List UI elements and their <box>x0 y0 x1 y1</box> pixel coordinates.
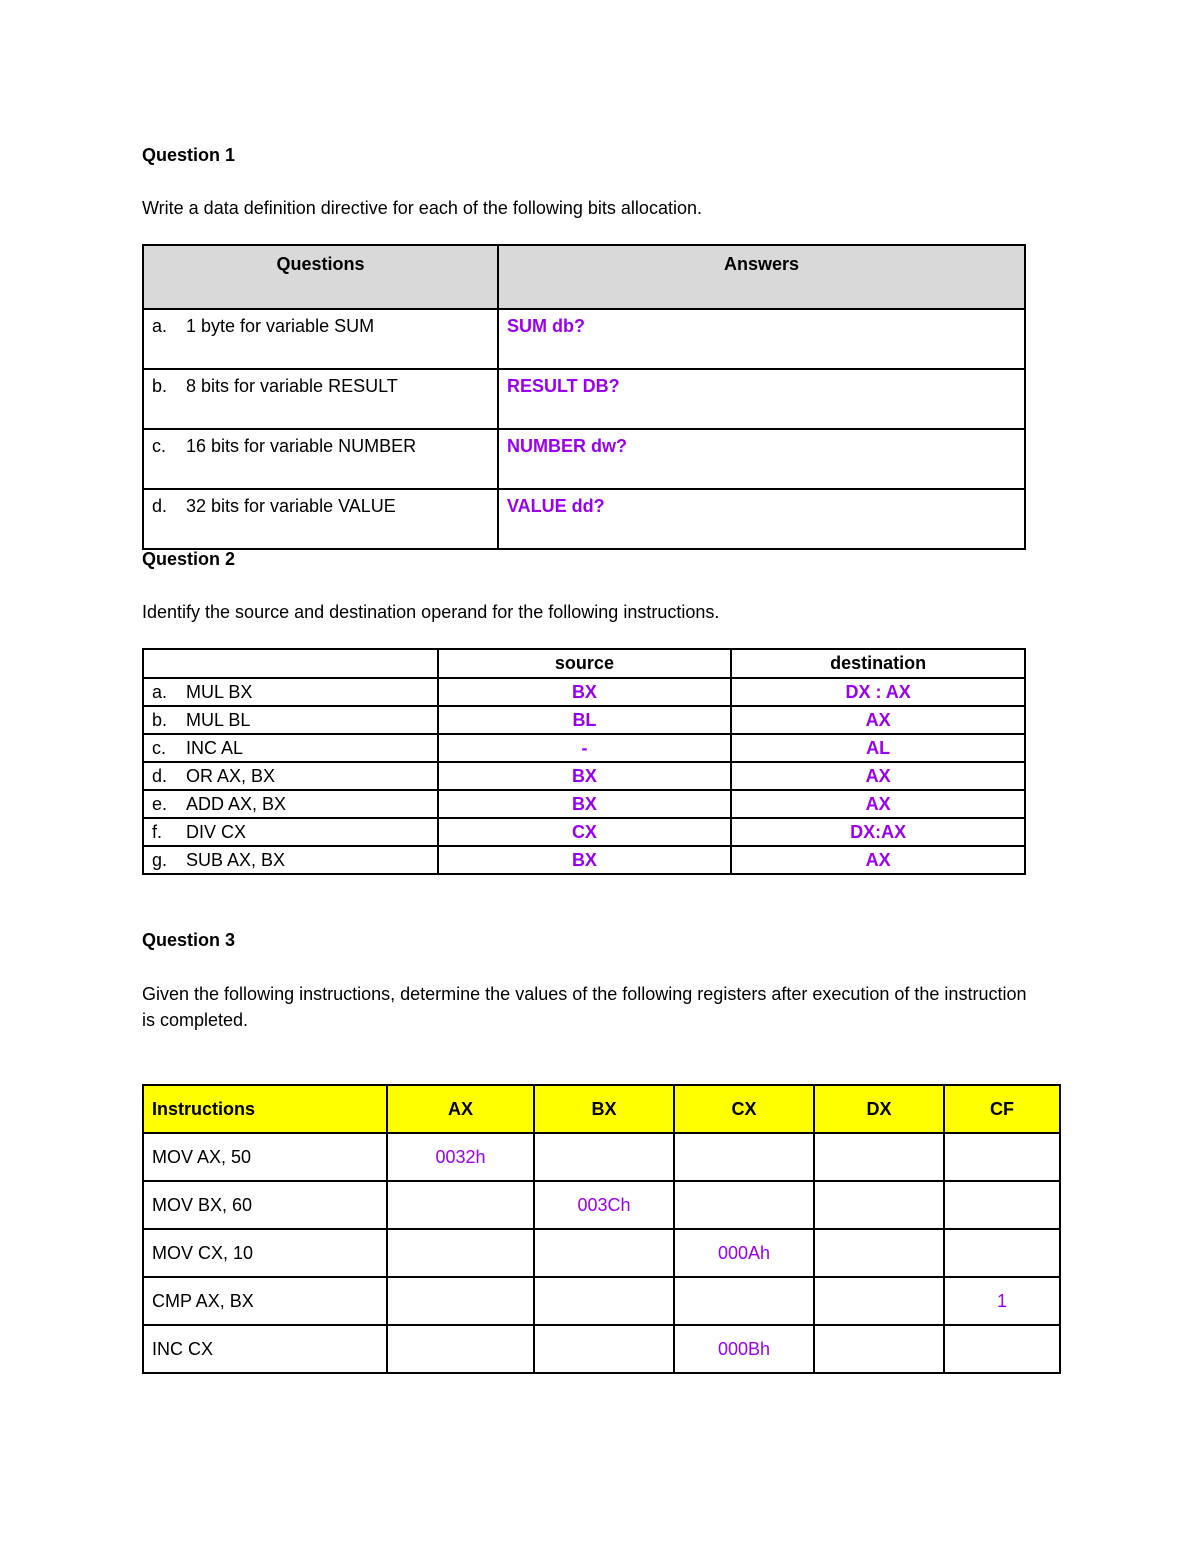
row-answer: VALUE dd? <box>498 489 1025 549</box>
table-row <box>143 1181 1060 1229</box>
row-instruction: MOV AX, 50 <box>143 1133 387 1181</box>
row-source: BX <box>438 678 732 706</box>
row-letter: b. <box>152 376 168 396</box>
row-destination: DX:AX <box>731 818 1025 846</box>
row-letter: g. <box>152 849 168 870</box>
cell-cf <box>944 1133 1060 1181</box>
row-instruction: MOV BX, 60 <box>143 1181 387 1229</box>
row-destination: AX <box>731 790 1025 818</box>
table-row <box>143 818 1025 846</box>
table-row <box>143 1277 1060 1325</box>
row-instruction: SUB AX, BX <box>186 849 286 870</box>
cell-ax: 0032h <box>387 1133 534 1181</box>
row-letter: c. <box>152 737 167 758</box>
cell-bx: 003Ch <box>534 1181 674 1229</box>
row-source: - <box>438 734 732 762</box>
row-source: BX <box>438 762 732 790</box>
cell-dx <box>814 1181 944 1229</box>
row-instruction: MUL BX <box>186 681 253 702</box>
row-question: 32 bits for variable VALUE <box>186 496 396 516</box>
header-answers: Answers <box>498 245 1025 309</box>
cell-ax <box>387 1229 534 1277</box>
row-letter: b. <box>152 709 168 730</box>
row-letter: a. <box>152 681 168 702</box>
header-bx: BX <box>534 1085 674 1133</box>
question-2-prompt: Identify the source and destination operand for the following instructions. <box>142 602 720 622</box>
table-row <box>143 309 1025 369</box>
row-instruction: ADD AX, BX <box>186 793 287 814</box>
table-row <box>143 734 1025 762</box>
row-destination: AL <box>731 734 1025 762</box>
cell-cf <box>944 1229 1060 1277</box>
question-2-title: Question 2 <box>142 549 236 569</box>
cell-ax <box>387 1277 534 1325</box>
header-instructions: Instructions <box>143 1085 387 1133</box>
row-letter: e. <box>152 793 168 814</box>
question-1-table <box>142 244 1026 550</box>
row-source: BX <box>438 790 732 818</box>
row-answer: NUMBER dw? <box>498 429 1025 489</box>
table-row <box>143 678 1025 706</box>
cell-bx <box>534 1133 674 1181</box>
question-1-title: Question 1 <box>142 145 236 165</box>
row-instruction: DIV CX <box>186 821 247 842</box>
header-cf: CF <box>944 1085 1060 1133</box>
cell-dx <box>814 1229 944 1277</box>
row-instruction: INC AL <box>186 737 244 758</box>
table-row <box>143 1133 1060 1181</box>
question-3-prompt: Given the following instructions, determine the values of the following registers after execution of the instruction is completed. <box>142 984 1027 1030</box>
question-3-table <box>142 1084 1061 1374</box>
row-answer: RESULT DB? <box>498 369 1025 429</box>
cell-cf <box>944 1325 1060 1373</box>
cell-cx <box>674 1277 814 1325</box>
cell-cx: 000Bh <box>674 1325 814 1373</box>
row-letter: f. <box>152 821 163 842</box>
row-question: 16 bits for variable NUMBER <box>186 436 417 456</box>
row-destination: AX <box>731 762 1025 790</box>
cell-cf: 1 <box>944 1277 1060 1325</box>
row-instruction: OR AX, BX <box>186 765 276 786</box>
row-letter: d. <box>152 765 168 786</box>
header-questions: Questions <box>143 245 498 309</box>
table-row <box>143 369 1025 429</box>
cell-cf <box>944 1181 1060 1229</box>
row-instruction: INC CX <box>143 1325 387 1373</box>
row-source: BL <box>438 706 732 734</box>
row-question: 1 byte for variable SUM <box>186 316 375 336</box>
question-2-table <box>142 648 1026 875</box>
row-source: BX <box>438 846 732 874</box>
cell-bx <box>534 1229 674 1277</box>
row-letter: c. <box>152 436 167 456</box>
table-row <box>143 762 1025 790</box>
table-row <box>143 790 1025 818</box>
question-1-prompt: Write a data definition directive for each of the following bits allocation. <box>142 198 702 218</box>
header-ax: AX <box>387 1085 534 1133</box>
row-destination: AX <box>731 846 1025 874</box>
row-destination: AX <box>731 706 1025 734</box>
row-instruction: CMP AX, BX <box>143 1277 387 1325</box>
table-row <box>143 846 1025 874</box>
table-row <box>143 429 1025 489</box>
header-destination: destination <box>731 649 1025 678</box>
header-dx: DX <box>814 1085 944 1133</box>
row-letter: d. <box>152 496 168 516</box>
cell-cx <box>674 1181 814 1229</box>
cell-bx <box>534 1277 674 1325</box>
row-source: CX <box>438 818 732 846</box>
cell-cx <box>674 1133 814 1181</box>
cell-bx <box>534 1325 674 1373</box>
header-cx: CX <box>674 1085 814 1133</box>
header-source: source <box>438 649 732 678</box>
cell-dx <box>814 1325 944 1373</box>
cell-dx <box>814 1277 944 1325</box>
row-destination: DX : AX <box>731 678 1025 706</box>
table-row <box>143 1229 1060 1277</box>
row-instruction: MOV CX, 10 <box>143 1229 387 1277</box>
cell-ax <box>387 1181 534 1229</box>
cell-dx <box>814 1133 944 1181</box>
row-instruction: MUL BL <box>186 709 251 730</box>
question-3-title: Question 3 <box>142 930 236 950</box>
row-question: 8 bits for variable RESULT <box>186 376 398 396</box>
cell-ax <box>387 1325 534 1373</box>
table-row <box>143 1325 1060 1373</box>
table-row <box>143 706 1025 734</box>
cell-cx: 000Ah <box>674 1229 814 1277</box>
row-letter: a. <box>152 316 168 336</box>
table-row <box>143 489 1025 549</box>
row-answer: SUM db? <box>498 309 1025 369</box>
header-blank <box>143 649 438 678</box>
